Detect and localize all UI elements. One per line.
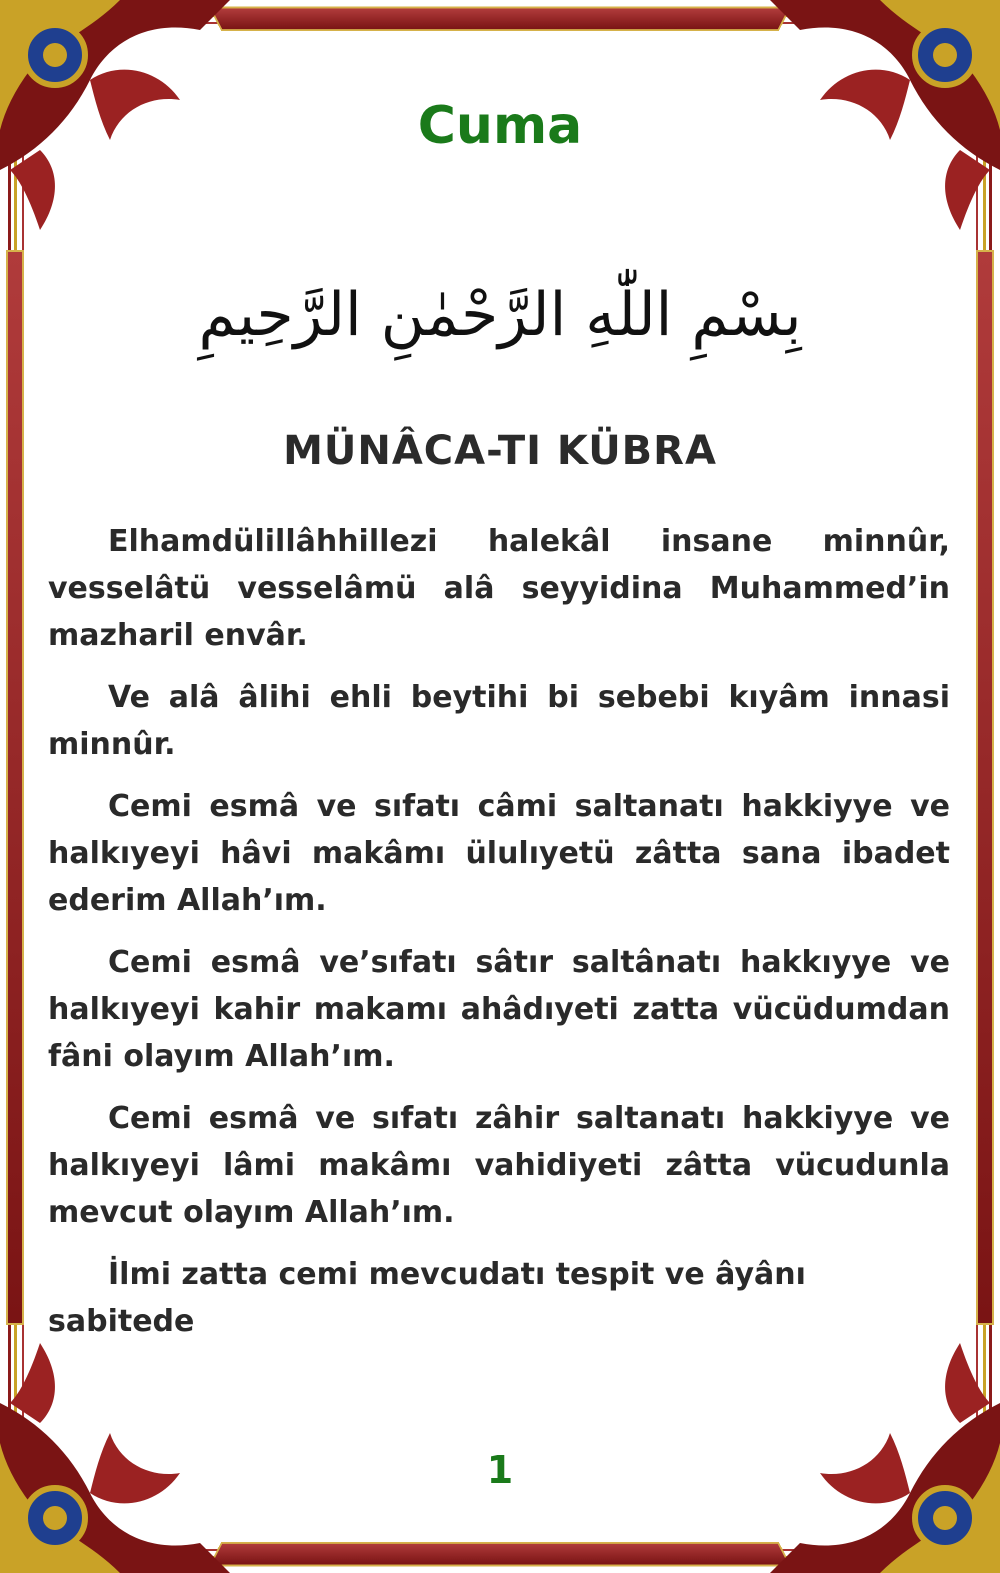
border-bar-right [976,250,994,1325]
border-bar-top [209,7,792,31]
border-bar-bottom [209,1542,792,1566]
paragraph: Ve alâ âlihi ehli beytihi bi sebebi kıyâm innasi minnûr. [48,680,950,762]
basmala-calligraphy: بِسْمِ اللّٰهِ الرَّحْمٰنِ الرَّحِيمِ [198,280,802,350]
paragraph: Cemi esmâ ve sıfatı câmi saltanatı hakkiyye ve halkıyeyi hâvi makâmı ülulıyetü zâtta sana ibadet ederim Allah’ım. [48,789,950,918]
prayer-heading: MÜNÂCA-TI KÜBRA [283,428,717,474]
paragraph: Elhamdülillâhhillezi halekâl insane minnûr, vesselâtü vesselâmü alâ seyyidina Muhammed’in mazharil envâr. [48,524,950,653]
border-bar-left [6,250,24,1325]
prayer-text [48,518,950,1360]
paragraph: Cemi esmâ ve’sıfatı sâtır saltânatı hakkıyye ve halkıyeyi kahir makamı ahâdıyeti zatta vücüdumdan fâni olayım Allah’ım. [48,945,950,1074]
page-number: 1 [486,1448,514,1492]
day-title: Cuma [417,96,583,156]
paragraph: Cemi esmâ ve sıfatı zâhir saltanatı hakkiyye ve halkıyeyi lâmi makâmı vahidiyeti zâtta vücudunla mevcut olayım Allah’ım. [48,1101,950,1230]
paragraph: İlmi zatta cemi mevcudatı tespit ve âyânı sabitede [48,1257,806,1339]
